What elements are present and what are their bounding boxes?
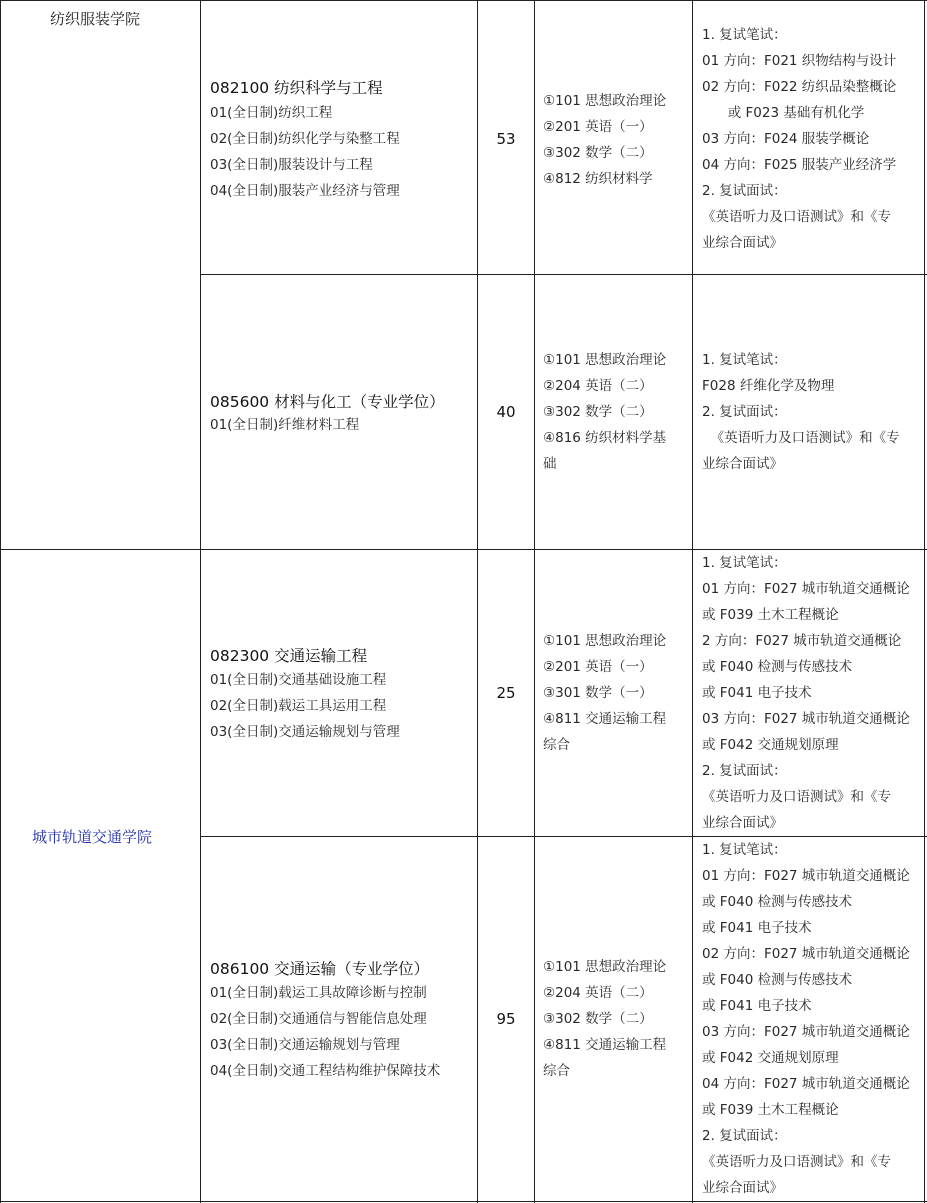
exam-subject: ③301 数学（一） xyxy=(543,685,653,701)
retest-line: 或 F041 电子技术 xyxy=(702,920,812,936)
retest-line: 2 方向：F027 城市轨道交通概论 xyxy=(702,633,902,649)
exam-subject: ②204 英语（二） xyxy=(543,985,653,1001)
retest-line: 业综合面试》 xyxy=(702,456,783,472)
retest-line: 01 方向：F027 城市轨道交通概论 xyxy=(702,868,910,884)
retest-line: 1. 复试笔试： xyxy=(702,842,787,858)
direction-item: 03(全日制)交通运输规划与管理 xyxy=(210,724,400,740)
direction-item: 01(全日制)纺织工程 xyxy=(210,105,333,121)
retest-line: 或 F041 电子技术 xyxy=(702,685,812,701)
retest-line: 04 方向：F025 服装产业经济学 xyxy=(702,157,897,173)
exam-subject: ①101 思想政治理论 xyxy=(543,633,667,649)
retest-line: 业综合面试》 xyxy=(702,1180,783,1196)
row-border-bottom xyxy=(0,1201,927,1202)
row-border xyxy=(0,549,927,550)
exam-subject: ④812 纺织材料学 xyxy=(543,171,653,187)
retest-line: 或 F039 土木工程概论 xyxy=(702,607,839,623)
retest-line: 《英语听力及口语测试》和《专 xyxy=(702,789,891,805)
retest-line: 或 F040 检测与传感技术 xyxy=(702,894,853,910)
major-title: 082300 交通运输工程 xyxy=(210,647,368,665)
exam-subject: ③302 数学（二） xyxy=(543,1011,653,1027)
retest-line: 业综合面试》 xyxy=(702,235,783,251)
exam-subject: ④811 交通运输工程 xyxy=(543,1037,667,1053)
row-border-top xyxy=(0,0,927,1)
retest-line: 02 方向：F022 纺织品染整概论 xyxy=(702,79,897,95)
direction-item: 04(全日制)服装产业经济与管理 xyxy=(210,183,400,199)
col-border-right xyxy=(924,0,925,1203)
college-name: 城市轨道交通学院 xyxy=(32,828,153,846)
col-border xyxy=(200,0,201,1203)
direction-item: 02(全日制)载运工具运用工程 xyxy=(210,698,387,714)
major-title: 085600 材料与化工（专业学位） xyxy=(210,393,445,411)
exam-subject: 综合 xyxy=(543,1063,570,1079)
exam-subject: ④811 交通运输工程 xyxy=(543,711,667,727)
retest-line: 2. 复试面试： xyxy=(702,183,787,199)
retest-line: 04 方向：F027 城市轨道交通概论 xyxy=(702,1076,910,1092)
exam-subject: ②201 英语（一） xyxy=(543,119,653,135)
direction-item: 02(全日制)交通通信与智能信息处理 xyxy=(210,1011,427,1027)
exam-subject: 础 xyxy=(543,456,557,472)
retest-line: 或 F040 检测与传感技术 xyxy=(702,972,853,988)
direction-item: 02(全日制)纺织化学与染整工程 xyxy=(210,131,400,147)
direction-item: 03(全日制)服装设计与工程 xyxy=(210,157,373,173)
exam-subject: ④816 纺织材料学基 xyxy=(543,430,667,446)
retest-line: 1. 复试笔试： xyxy=(702,27,787,43)
direction-item: 01(全日制)纤维材料工程 xyxy=(210,417,360,433)
direction-item: 03(全日制)交通运输规划与管理 xyxy=(210,1037,400,1053)
retest-line: 03 方向：F027 城市轨道交通概论 xyxy=(702,1024,910,1040)
retest-line: 2. 复试面试： xyxy=(702,763,787,779)
retest-line: 03 方向：F027 城市轨道交通概论 xyxy=(702,711,910,727)
major-title: 082100 纺织科学与工程 xyxy=(210,79,383,97)
col-border xyxy=(692,0,693,1203)
exam-subject: ①101 思想政治理论 xyxy=(543,352,667,368)
exam-subject: ②201 英语（一） xyxy=(543,659,653,675)
retest-line: 《英语听力及口语测试》和《专 xyxy=(702,430,900,446)
exam-subject: ①101 思想政治理论 xyxy=(543,93,667,109)
row-border xyxy=(200,274,927,275)
exam-subject: ③302 数学（二） xyxy=(543,404,653,420)
exam-subject: ①101 思想政治理论 xyxy=(543,959,667,975)
retest-line: 2. 复试面试： xyxy=(702,1128,787,1144)
quota-number: 40 xyxy=(496,403,516,421)
quota-number: 25 xyxy=(496,684,516,702)
retest-line: 或 F040 检测与传感技术 xyxy=(702,659,853,675)
retest-line: 1. 复试笔试： xyxy=(702,555,787,571)
retest-line: 《英语听力及口语测试》和《专 xyxy=(702,209,891,225)
retest-line: 或 F042 交通规划原理 xyxy=(702,737,839,753)
exam-subject: 综合 xyxy=(543,737,570,753)
retest-line: 1. 复试笔试： xyxy=(702,352,787,368)
col-border-left xyxy=(0,0,1,1203)
retest-line: 或 F042 交通规划原理 xyxy=(702,1050,839,1066)
retest-line: 《英语听力及口语测试》和《专 xyxy=(702,1154,891,1170)
direction-item: 01(全日制)载运工具故障诊断与控制 xyxy=(210,985,427,1001)
retest-line: F028 纤维化学及物理 xyxy=(702,378,835,394)
major-title: 086100 交通运输（专业学位） xyxy=(210,960,430,978)
retest-line: 或 F039 土木工程概论 xyxy=(702,1102,839,1118)
retest-line: 或 F041 电子技术 xyxy=(702,998,812,1014)
retest-line: 2. 复试面试： xyxy=(702,404,787,420)
retest-line: 01 方向：F021 织物结构与设计 xyxy=(702,53,897,69)
quota-number: 53 xyxy=(496,130,516,148)
retest-line: 01 方向：F027 城市轨道交通概论 xyxy=(702,581,910,597)
retest-line: 02 方向：F027 城市轨道交通概论 xyxy=(702,946,910,962)
retest-line: 03 方向：F024 服装学概论 xyxy=(702,131,870,147)
college-name: 纺织服装学院 xyxy=(50,10,141,28)
exam-subject: ②204 英语（二） xyxy=(543,378,653,394)
direction-item: 04(全日制)交通工程结构维护保障技术 xyxy=(210,1063,441,1079)
exam-subject: ③302 数学（二） xyxy=(543,145,653,161)
quota-number: 95 xyxy=(496,1010,516,1028)
row-border xyxy=(200,836,927,837)
retest-line: 业综合面试》 xyxy=(702,815,783,831)
retest-line: 或 F023 基础有机化学 xyxy=(702,105,865,121)
direction-item: 01(全日制)交通基础设施工程 xyxy=(210,672,387,688)
